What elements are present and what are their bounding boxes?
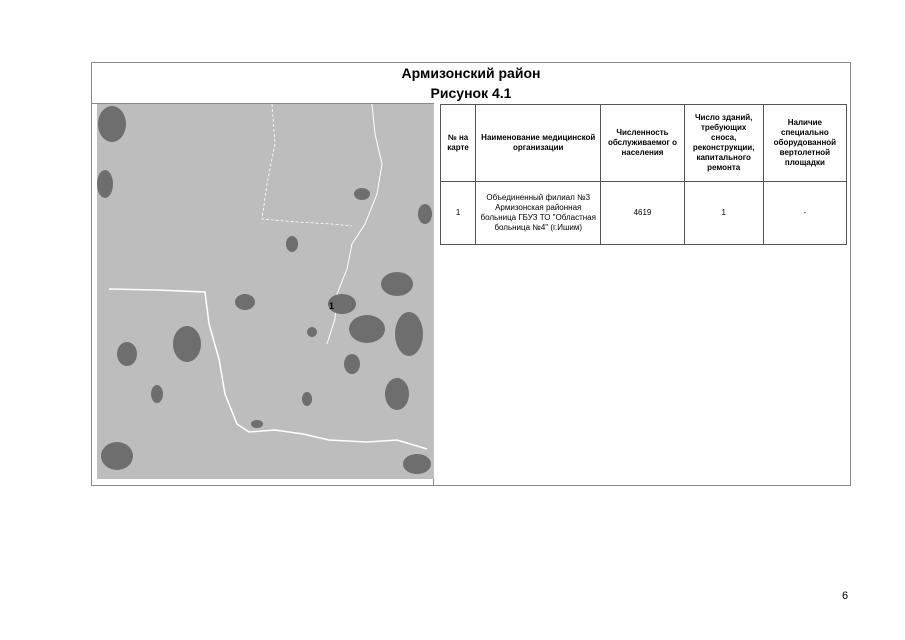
map-image: [97, 104, 434, 479]
page-number: 6: [842, 590, 849, 602]
cell-buildings: 1: [684, 182, 763, 245]
cell-organization: Объединенный филиал №3 Армизонская районная больница ГБУЗ ТО "Областная больница №4" (г.Ишим): [476, 182, 601, 245]
figure-caption: Рисунок 4.1: [430, 85, 512, 101]
district-title: Армизонский район: [401, 65, 541, 81]
figure-title-block: [92, 63, 850, 103]
facility-table: [440, 104, 847, 245]
map-marker-label: 1: [329, 301, 335, 311]
table-row: [441, 182, 847, 245]
table-header-row: [441, 105, 847, 182]
cell-map-number: 1: [441, 182, 476, 245]
cell-population: 4619: [601, 182, 684, 245]
header-population: Численность обслуживаемог о населения: [601, 105, 684, 182]
header-map-number: № на карте: [441, 105, 476, 182]
cell-helipad: -: [763, 182, 846, 245]
figure-frame: [91, 62, 851, 486]
header-buildings: Число зданий, требующих сноса, реконструкции, капитального ремонта: [684, 105, 763, 182]
header-organization: Наименование медицинской организации: [476, 105, 601, 182]
header-helipad: Наличие специально оборудованной вертолетной площадки: [763, 105, 846, 182]
district-map: [97, 104, 434, 479]
